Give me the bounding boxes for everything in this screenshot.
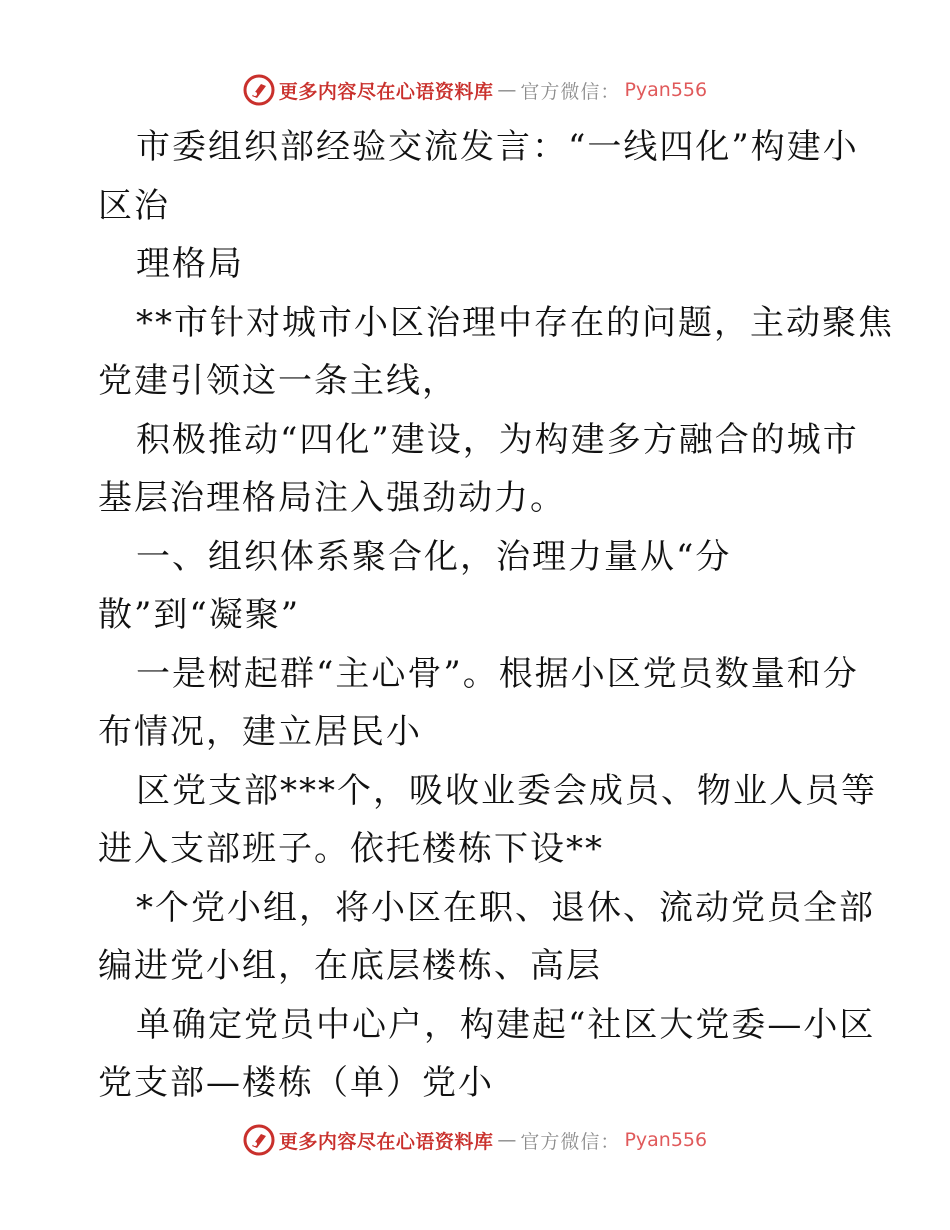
paragraph-line: 进入支部班子。依托楼栋下设** xyxy=(98,829,604,869)
paragraph-line: 积极推动“四化”建设，为构建多方融合的城市 xyxy=(136,419,859,460)
document-body xyxy=(98,118,894,1113)
paragraph-line: 基层治理格局注入强劲动力。 xyxy=(98,478,566,518)
paragraph-line: 单确定党员中心户，构建起“社区大党委—小区 xyxy=(136,1004,876,1045)
paragraph-line: 党支部—楼栋（单）党小 xyxy=(98,1063,494,1103)
footer-watermark xyxy=(0,1120,950,1160)
watermark-label: 官方微信： xyxy=(520,1130,621,1153)
logo-icon xyxy=(243,1124,275,1156)
title-line: 理格局 xyxy=(136,244,244,284)
section-heading-line: 一、组织体系聚合化，治理力量从“分 xyxy=(136,536,732,577)
title-line: 区治 xyxy=(98,185,170,226)
paragraph-line: 布情况，建立居民小 xyxy=(98,712,422,752)
logo-icon xyxy=(243,74,275,106)
watermark-text: 更多内容尽在心语资料库 xyxy=(278,1130,494,1153)
watermark-wechat-id: Pyan556 xyxy=(624,79,708,101)
watermark-text: 更多内容尽在心语资料库 xyxy=(278,80,494,103)
watermark-label: 官方微信： xyxy=(520,80,621,103)
paragraph-line: *个党小组，将小区在职、退休、流动党员全部 xyxy=(136,887,875,928)
watermark-wechat-id: Pyan556 xyxy=(624,1129,708,1151)
paragraph-line: **市针对城市小区治理中存在的问题，主动聚焦 xyxy=(136,302,894,343)
header-watermark xyxy=(0,70,950,110)
section-heading-line: 散”到“凝聚” xyxy=(98,595,301,635)
paragraph-line: 编进党小组，在底层楼栋、高层 xyxy=(98,946,602,986)
watermark-separator: — xyxy=(497,1129,517,1151)
paragraph-line: 党建引领这一条主线， xyxy=(98,361,458,401)
paragraph-line: 区党支部***个，吸收业委会成员、物业人员等 xyxy=(136,770,877,811)
watermark-separator: — xyxy=(497,79,517,101)
title-line: 市委组织部经验交流发言：“一线四化”构建小 xyxy=(136,127,859,167)
paragraph-line: 一是树起群“主心骨”。根据小区党员数量和分 xyxy=(136,653,859,694)
